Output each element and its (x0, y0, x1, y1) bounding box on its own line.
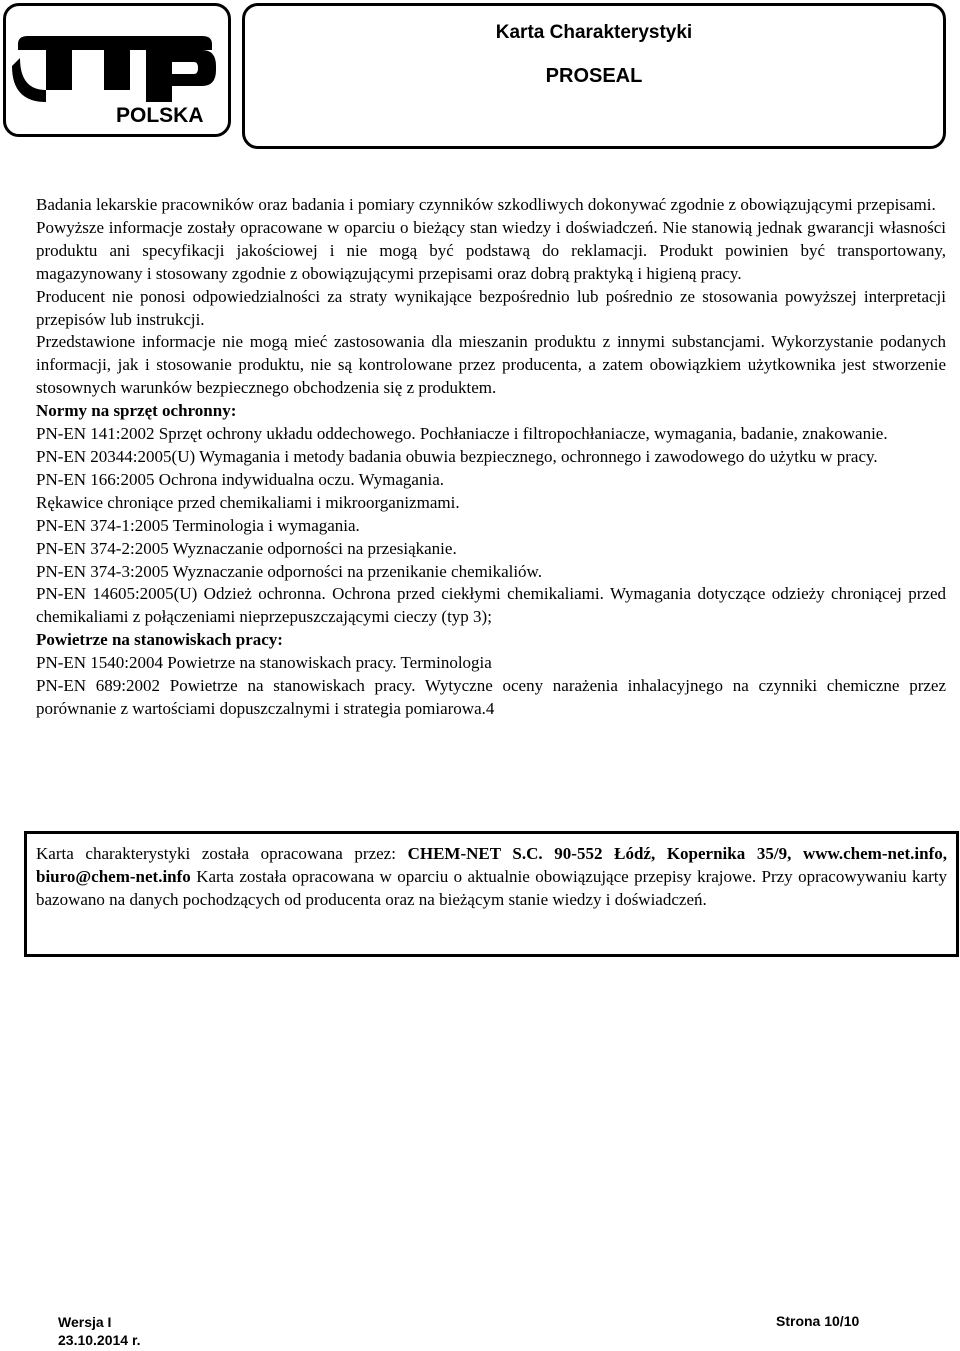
page-number: Strona 10/10 (776, 1313, 860, 1329)
norm-item: PN-EN 141:2002 Sprzęt ochrony układu oddechowego. Pochłaniacze i filtropochłaniacze, wymagania, badanie, znakowanie. (36, 424, 888, 444)
version-info (58, 1313, 141, 1349)
paragraph: Producent nie ponosi odpowiedzialności za straty wynikające bezpośrednio lub pośrednio ze stosowania powyższej interpretacji przepisów lub instrukcji. (36, 286, 946, 329)
norm-item: PN-EN 374-3:2005 Wyznaczanie odporności na przenikanie chemikaliów. (36, 561, 542, 581)
heading-text: Normy na sprzęt ochronny: (36, 401, 237, 421)
paragraph: Przedstawione informacje nie mogą mieć zastosowania dla mieszanin produktu z innymi substancjami. Wykorzystanie podanych informacji, jak i stosowanie produktu, nie są kontrolowane przez producenta, a zatem obowiązkiem użytkownika jest stworzenie stosownych warunków bezpiecznego obchodzenia się z produktem. (36, 332, 946, 398)
norm-item: PN-EN 14605:2005(U) Odzież ochronna. Ochrona przed ciekłymi chemikaliami. Wymagania dotyczące odzieży chroniącej przed chemikaliami z połączeniami nieprzepuszczającymi cieczy (typ 3); (36, 584, 946, 627)
section-heading (36, 400, 946, 423)
preparer-company: CHEM-NET S.C. 90-552 Łódź, Kopernika 35/9, www.chem-net.info, biuro@chem-net.info (36, 844, 947, 886)
product-name: PROSEAL (545, 65, 643, 87)
logo-country-text: POLSKA (116, 104, 204, 127)
document-header (242, 3, 946, 149)
paragraph: Powyższe informacje zostały opracowane w oparciu o bieżący stan wiedzy i doświadczeń. Nie stanowią jednak gwarancji własności produktu ani specyfikacji jakościowej i nie mogą być podstawą do reklamacji. Produkt powinien być transportowany, magazynowany i stosowany zgodnie z obowiązującymi przepisami oraz dobrą praktyką i higieną pracy. (36, 217, 946, 283)
document-title: Karta Charakterystyki (495, 22, 693, 43)
version-label: Wersja I (58, 1314, 112, 1330)
company-logo (3, 3, 231, 137)
norm-item: PN-EN 374-2:2005 Wyznaczanie odporności na przesiąkanie. (36, 538, 457, 558)
paragraph: Badania lekarskie pracowników oraz badania i pomiary czynników szkodliwych dokonywać zgodnie z obowiązującymi przepisami. (36, 195, 936, 214)
norm-item: PN-EN 374-1:2005 Terminologia i wymagania. (36, 515, 360, 535)
heading-text: Powietrze na stanowiskach pracy: (36, 630, 283, 650)
preparer-suffix: Karta została opracowana w oparciu o aktualnie obowiązujące przepisy krajowe. Przy opracowywaniu karty bazowano na danych pochodzących od producenta oraz na bieżącym stanie wiedzy i doświadczeń. (36, 867, 947, 909)
preparer-info-box (24, 831, 959, 957)
norm-item: Rękawice chroniące przed chemikaliami i mikroorganizmami. (36, 492, 460, 512)
section-heading (36, 629, 946, 652)
version-date: 23.10.2014 r. (58, 1332, 141, 1348)
preparer-info-text (36, 842, 947, 911)
document-body (36, 194, 946, 721)
preparer-prefix: Karta charakterystyki została opracowana przez: (36, 844, 408, 863)
norm-item: PN-EN 689:2002 Powietrze na stanowiskach pracy. Wytyczne oceny narażenia inhalacyjnego na czynniki chemiczne przez porównanie z wartościami dopuszczalnymi i strategia pomiarowa.4 (36, 676, 946, 718)
norm-item: PN-EN 166:2005 Ochrona indywidualna oczu. Wymagania. (36, 469, 444, 489)
norm-item: PN-EN 20344:2005(U) Wymagania i metody badania obuwia bezpiecznego, ochronnego i zawodowego do użytku w pracy. (36, 446, 878, 466)
norm-item: PN-EN 1540:2004 Powietrze na stanowiskach pracy. Terminologia (36, 653, 492, 673)
